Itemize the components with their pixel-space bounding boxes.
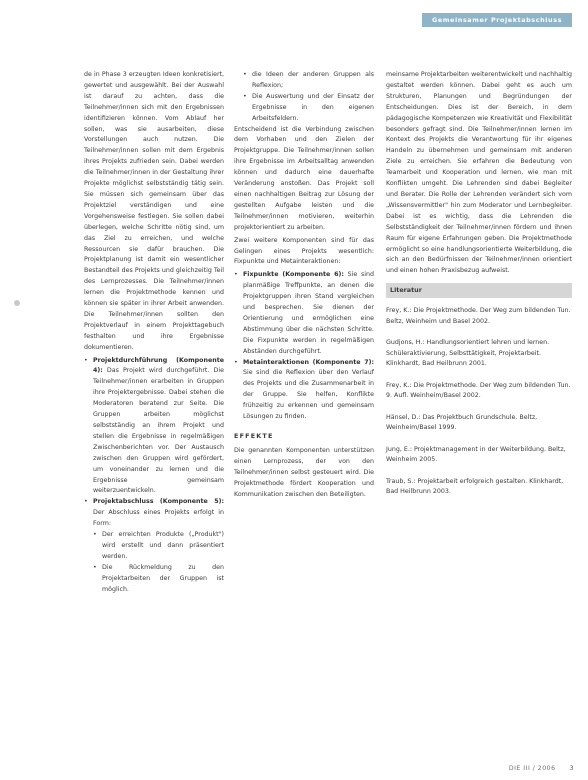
literature-list — [386, 306, 572, 498]
paragraph: Die genannten Komponenten unterstützen einen Lernprozess, der von den Teilnehmer/innen selbst gesteuert wird. Die Projektmethode fördert Kooperation und Kommunikation zwischen den Beteiligten. — [234, 446, 374, 498]
paragraph: Entscheidend ist die Verbindung zwischen dem Vorhaben und den Zielen der Projektgruppe. Die Teilnehmer/innen sollen ihre Ergebnisse im Arbeitsalltag anwenden können und dadurch eine dauerhafte Veränderung anstoßen. Das Projekt soll einen nachhaltigen Beitrag zur Lösung der gestellten Aufgabe leisten und die Teilnehmer/innen motivieren, weiterhin projektorientiert zu arbeiten. — [234, 125, 374, 231]
text-column-1 — [84, 70, 224, 596]
item-title: Projektabschluss (Komponente 5): — [93, 498, 224, 506]
literature-item: Gudjons, H.: Handlungsorientiert lehren und lernen. Schüleraktivierung, Selbsttätigkeit, Projektarbeit. Klinkhardt, Bad Heilbrunn 2001. — [386, 339, 550, 368]
list-item: • Der erreichten Produkte („Produkt") wird erstellt und dann präsentiert werden. — [84, 530, 224, 563]
journal-issue: DIE III / 2006 — [508, 765, 556, 772]
item-title: Metainteraktionen (Komponente 7): — [243, 358, 374, 366]
literature-heading: Literatur — [386, 283, 572, 298]
item-text: Der Abschluss eines Projekts erfolgt in Form: — [93, 509, 224, 528]
item-text: Sie sind planmäßige Treffpunkte, an denen die Projektgruppen ihren Stand vergleichen und besprechen. Sie dienen der Orientierung und ermöglichen eine Abstimmung über die nächsten Schritte. Die Fixpunkte werden in regelmäßigen Abständen durchgeführt. — [243, 271, 375, 355]
literature-item: Traub, S.: Projektarbeit erfolgreich gestalten. Klinkhardt, Bad Heilbrunn 2003. — [386, 477, 564, 496]
paragraph: meinsame Projektarbeiten weiterentwickelt und nachhaltig gestaltet werden können. Dabei geht es auch um Strukturen, Planungen und Begründungen der Entscheidungen. Dies ist der Bereich, in dem pädagogische Kompetenzen wie Kreativität und Flexibilität besonders gefragt sind. Die Teilnehmer/innen lernen im Kontext des Projekts die Verantwortung für ihr eigenes Handeln zu übernehmen und gemeinsam mit anderen Ziele zu erreichen. Sie erfahren die Bedeutung von Teamarbeit und Kooperation und lernen, wie man mit Konflikten umgeht. Die Lehrenden sind dabei Begleiter und Berater. Die Rolle der Lehrenden verändert sich vom „Wissensvermittler" hin zum Moderator und Lernbegleiter. Dabei ist es wichtig, dass die Lehrenden die Selbstständigkeit der Teilnehmer/innen fördern und ihnen Raum für eigene Erfahrungen geben. Die Projektmethode ermöglicht so eine handlungsorientierte Weiterbildung, die sich an den Bedürfnissen der Teilnehmer/innen orientiert und einen hohen Praxisbezug aufweist. — [386, 71, 572, 275]
list-item: • Die Rückmeldung zu den Projektarbeiten der Gruppen ist möglich. — [84, 563, 224, 596]
literature-item: Hänsel, D.: Das Projektbuch Grundschule. Beltz, Weinheim/Basel 1999. — [386, 413, 538, 432]
sub-list — [84, 530, 224, 595]
item-text: Sie sind die Reflexion über den Verlauf des Projekts und die Zusammenarbeit in der Gruppe. Sie helfen, Konflikte frühzeitig zu erkennen und gemeinsam Lösungen zu finden. — [243, 369, 374, 421]
text-column-2 — [234, 70, 374, 502]
literature-item: Frey, K.: Die Projektmethode. Der Weg zum bildenden Tun. 9. Aufl. Weinheim/Basel 2002. — [386, 381, 571, 400]
list-item: • die Ideen der anderen Gruppen als Reflexion; — [234, 70, 374, 92]
section-tag: Gemeinsamer Projektabschluss — [422, 13, 572, 27]
list-item — [234, 270, 374, 357]
paragraph: de in Phase 3 erzeugten Ideen konkretisiert, gewertet und ausgewählt. Bei der Auswahl ist darauf zu achten, dass die Teilnehmer/innen sich mit den Ergebnissen identifizieren können. Vom Ablauf her sollen, was sie ausarbeiten, diese Vorstellungen auch nutzen. Die Teilnehmer/innen sollen mit dem Ergebnis ihres Projekts zufrieden sein. Dabei werden die Teilnehmer/innen in der Gestaltung ihrer Projekte möglichst selbstständig tätig sein. Sie müssen sich gemeinsam über das Projektziel verständigen und eine Vorgehensweise festlegen. Sie sollen dabei überlegen, welche Schritte nötig sind, um das Ziel zu erreichen, und welche Ressourcen sie dafür brauchen. Die Projektplanung ist damit ein wesentlicher Bestandteil des Projekts und gleichzeitig Teil des Lernprozesses. Die Teilnehmer/innen lernen die Projektmethode kennen und können sie später in ihrer Arbeit anwenden. Die Teilnehmer/innen sollten den Projektverlauf in einem Projekttagebuch festhalten und ihre Ergebnisse dokumentieren. — [84, 71, 224, 351]
list-item — [234, 358, 374, 423]
page-footer — [509, 765, 574, 772]
item-title: Fixpunkte (Komponente 6): — [243, 271, 344, 279]
item-text: Das Projekt wird durchgeführt. Die Teilnehmer/innen erarbeiten in Gruppen ihre Projektergebnisse. Dabei stehen die Moderatoren beratend zur Seite. Die Gruppen arbeiten möglichst selbstständig an ihrem Projekt und stellen die Ergebnisse in regelmäßigen Zwischenberichten vor. Der Austausch zwischen den Gruppen wird gefördert, um voneinander zu lernen und die Ergebnisse gemeinsam weiterzuentwickeln. — [93, 367, 224, 495]
text-column-3 — [386, 70, 572, 509]
page-number: 3 — [569, 765, 574, 772]
margin-dot-icon — [14, 300, 20, 306]
list-item: • Die Auswertung und der Einsatz der Ergebnisse in den eigenen Arbeitsfeldern. — [234, 92, 374, 125]
paragraph: Zwei weitere Komponenten sind für das Gelingen eines Projekts wesentlich: Fixpunkte und Metainteraktionen: — [234, 236, 374, 266]
item-title: Projektdurchführung (Komponente 4): — [93, 356, 224, 375]
list-item — [84, 497, 224, 530]
sub-list — [234, 70, 374, 125]
literature-item: Jung, E.: Projektmanagement in der Weiterbildung. Beltz, Weinheim 2005. — [386, 445, 566, 464]
list-item — [84, 356, 224, 498]
component-list — [234, 270, 374, 423]
section-heading: EFFEKTE — [234, 432, 274, 440]
component-list — [84, 356, 224, 531]
literature-item: Frey, K.: Die Projektmethode. Der Weg zum bildenden Tun. Beltz, Weinheim und Basel 2002. — [386, 307, 571, 325]
